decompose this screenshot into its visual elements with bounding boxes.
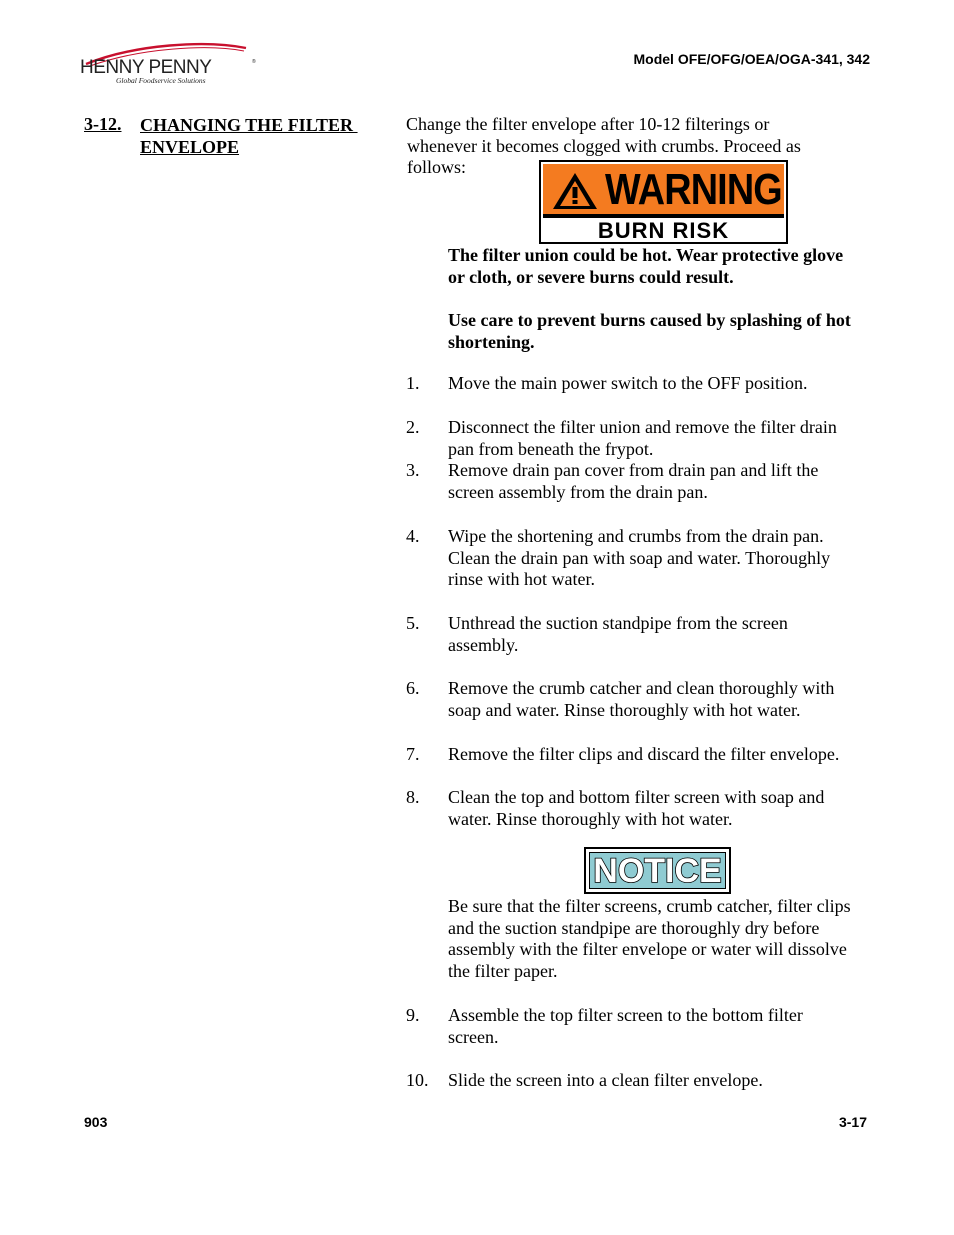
section-title-line-1: CHANGING THE FILTER [140,115,358,135]
section-number: 3-12. [84,114,122,134]
step-number: 10. [406,1070,429,1090]
step-line: Remove drain pan cover from drain pan and lift the [448,460,819,480]
step-line: Remove the filter clips and discard the filter envelope. [448,744,840,764]
step-number: 5. [406,613,420,633]
svg-text:®: ® [252,59,256,65]
step-line: rinse with hot water. [448,569,595,589]
step-line: pan from beneath the frypot. [448,438,654,459]
step-line: screen assembly from the drain pan. [448,481,708,502]
step-line: water. Rinse thoroughly with hot water. [448,808,733,829]
warning-word: WARNING [605,165,782,214]
step-number: 3. [406,460,420,480]
notice-line: the filter paper. [448,960,558,981]
henny-penny-logo [76,42,258,90]
warning-text [448,309,876,353]
warning-header-band [543,164,784,214]
warning-subtitle: BURN RISK [597,218,730,243]
section-title [140,114,380,158]
step-number: 1. [406,373,420,393]
step-number: 2. [406,417,420,437]
step-line: Assemble the top filter screen to the bottom filter [448,1005,803,1025]
warning-line: or cloth, or severe burns could result. [448,267,734,287]
step-line: Move the main power switch to the OFF position. [448,373,808,393]
step-line: Clean the drain pan with soap and water. Thoroughly [448,547,831,568]
step-line: assembly. [448,634,519,655]
notice-line: Be sure that the filter screens, crumb catcher, filter clips [448,896,851,916]
warning-text [448,244,876,288]
step-number: 8. [406,787,420,807]
logo-wordmark: HENNY PENNY [80,57,212,78]
notice-line: and the suction standpipe are thoroughly dry before [448,917,820,938]
logo-tagline: Global Foodservice Solutions [116,76,206,85]
step-number: 6. [406,678,420,698]
model-header: Model OFE/OFG/OEA/OGA-341, 342 [633,51,870,67]
step-line: Unthread the suction standpipe from the screen [448,613,788,633]
intro-line: follows: [407,157,467,177]
step-line: Wipe the shortening and crumbs from the drain pan. [448,526,824,546]
notice-sign [584,847,731,894]
step-line: soap and water. Rinse thoroughly with hot water. [448,699,801,720]
step-number: 9. [406,1005,420,1025]
section-title-line-2: ENVELOPE [140,137,240,157]
warning-line: Use care to prevent burns caused by splashing of hot [448,310,851,330]
intro-line: Change the filter envelope after 10-12 filterings or [406,114,770,134]
notice-line: assembly with the filter envelope or water will dissolve [448,939,847,959]
footer-doc-number: 903 [84,1114,108,1130]
intro-line: whenever it becomes clogged with crumbs. Proceed as [407,135,801,156]
warning-triangle-icon [551,171,599,211]
notice-word: NOTICE [593,852,722,890]
step-line: Slide the screen into a clean filter envelope. [448,1070,763,1090]
step-line: Clean the top and bottom filter screen with soap and [448,787,825,807]
footer-page-number: 3-17 [838,1114,867,1130]
warning-line: The filter union could be hot. Wear protective glove [448,245,844,265]
step-number: 7. [406,744,420,764]
step-line: Disconnect the filter union and remove the filter drain [448,417,837,437]
warning-line: shortening. [448,332,535,352]
step-number: 4. [406,526,420,546]
step-line: screen. [448,1026,499,1047]
warning-burn-risk-sign [539,160,788,244]
notice-text [448,896,878,982]
step-line: Remove the crumb catcher and clean thoroughly with [448,678,835,698]
